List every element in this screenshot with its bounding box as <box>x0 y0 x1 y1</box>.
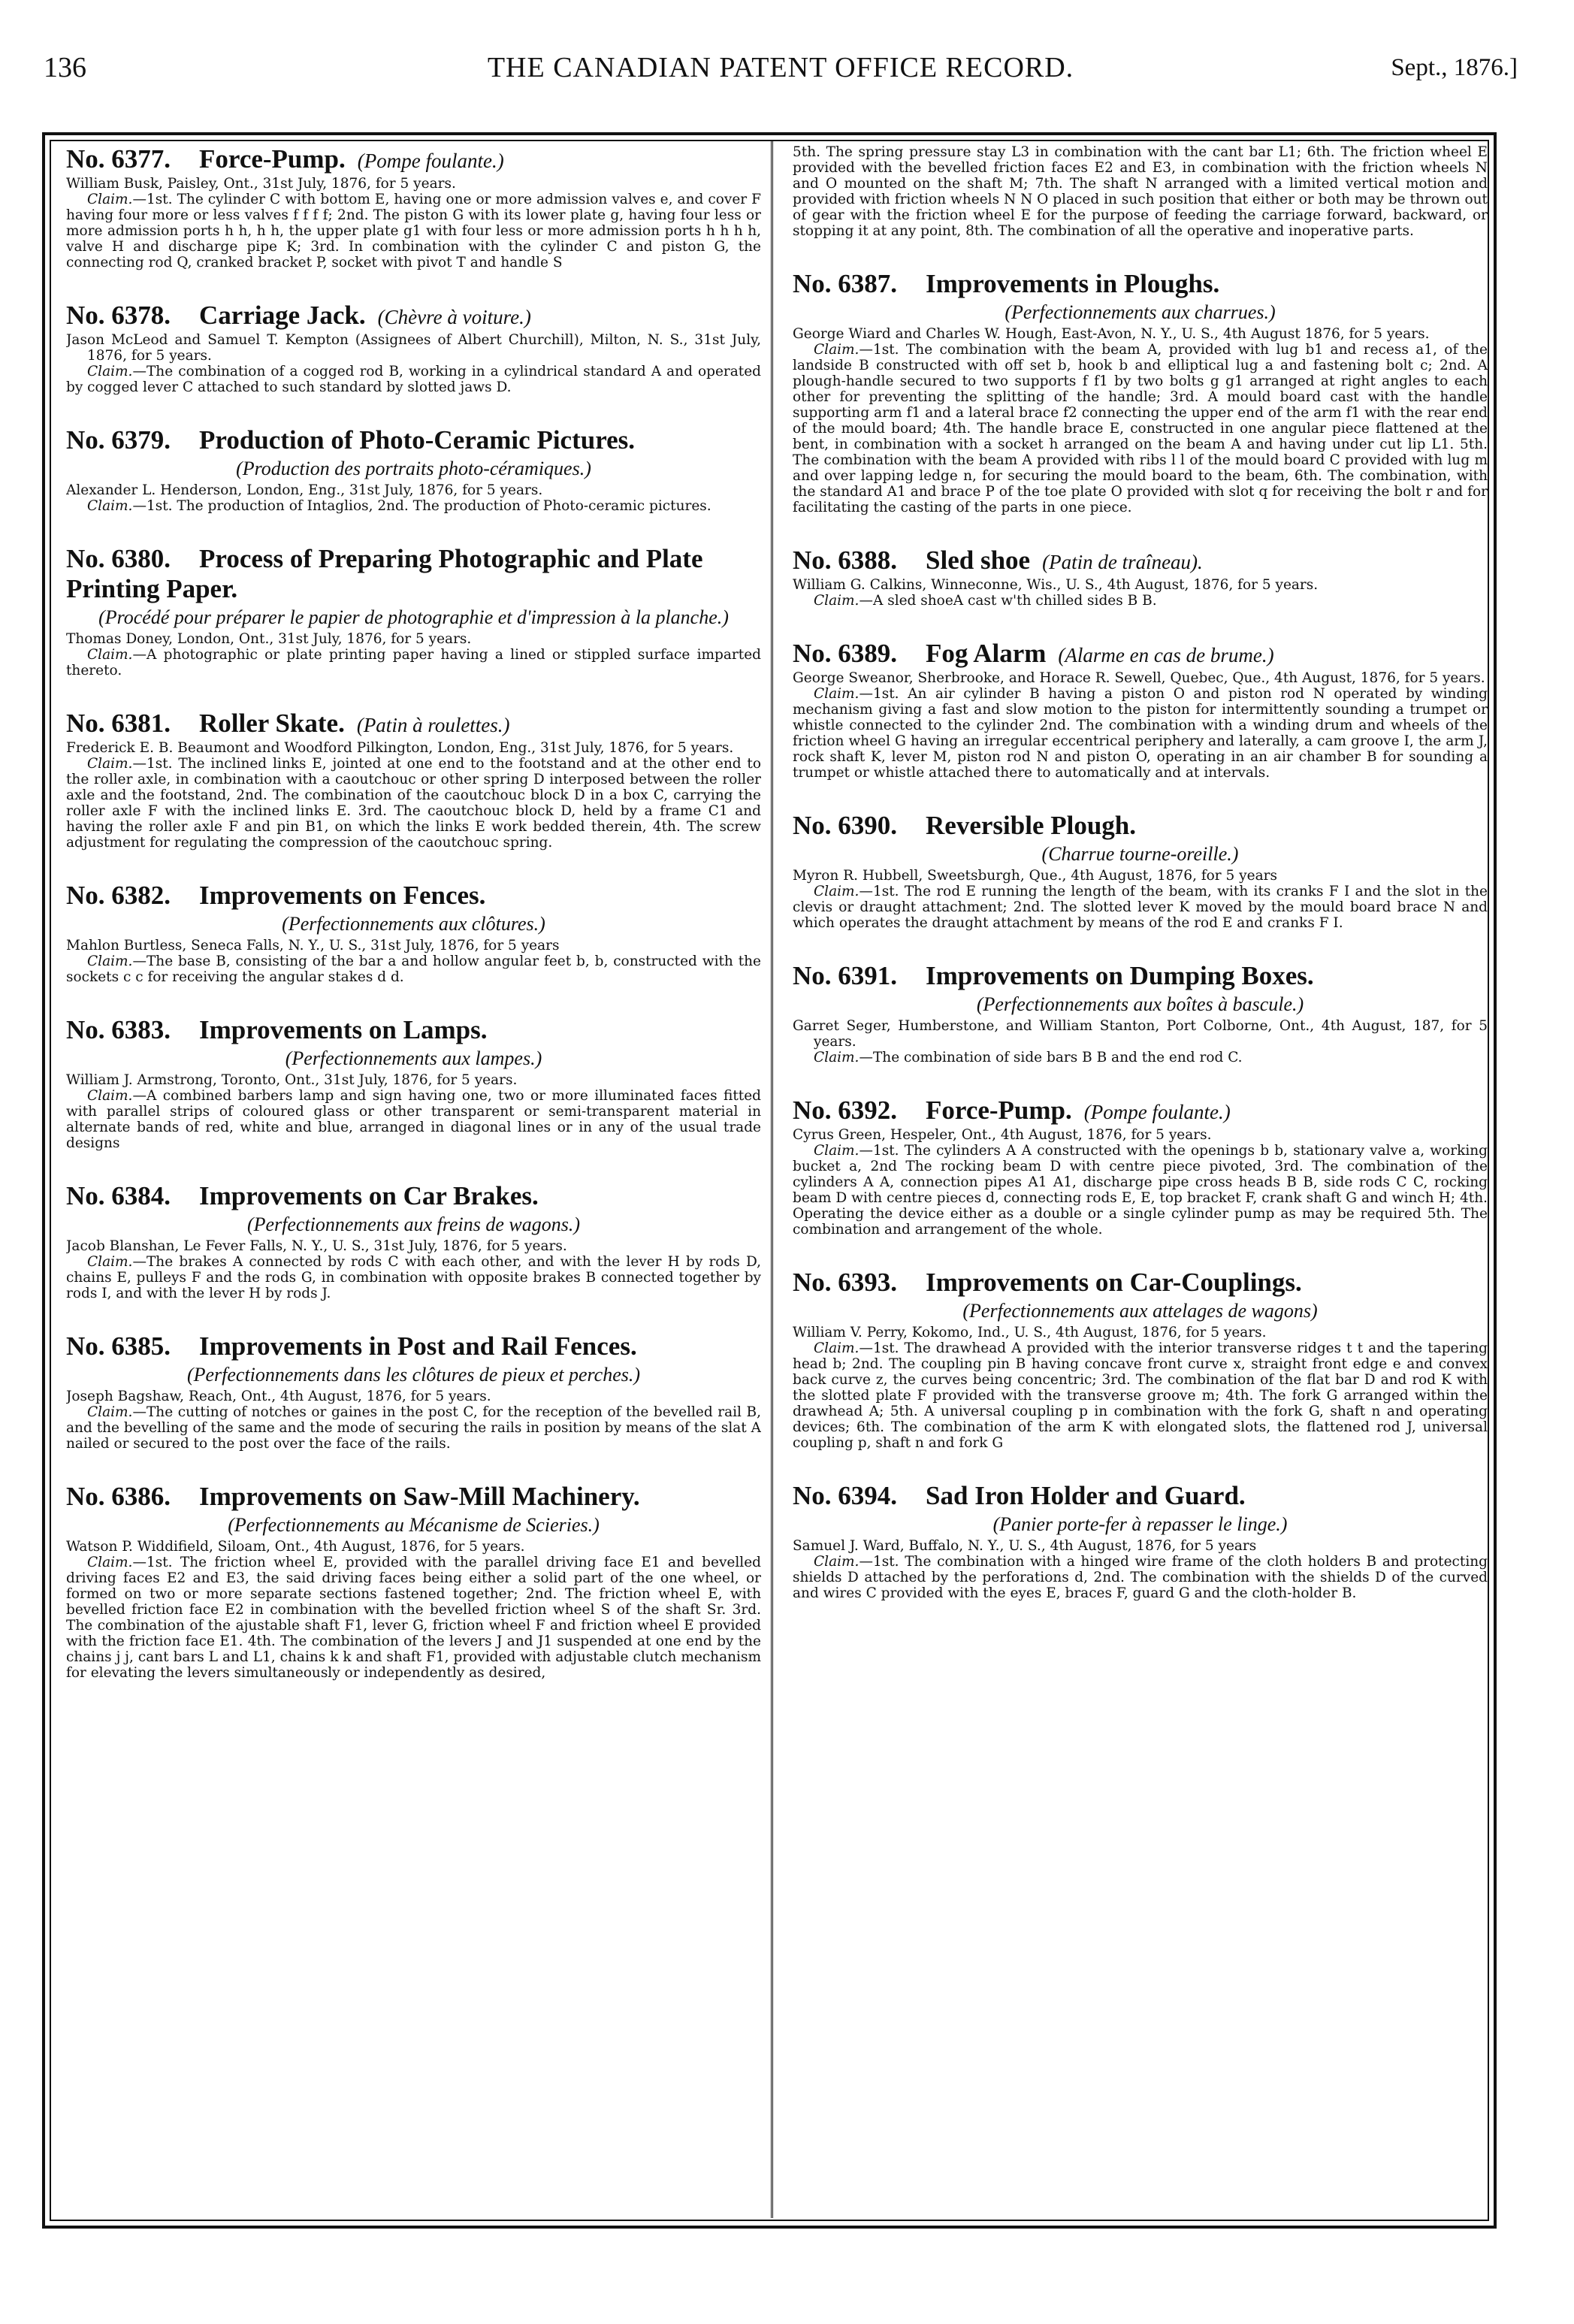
claim-text <box>793 1143 1488 1238</box>
patent-entry <box>793 961 1488 1065</box>
patent-title: Carriage Jack. <box>199 301 366 330</box>
claim-body: —The combination of a cogged rod B, working in a cylindrical standard A and operated by cogged lever C attached to such standard by slotted jaws D. <box>66 364 761 395</box>
inventor-line: William J. Armstrong, Toronto, Ont., 31st July, 1876, for 5 years. <box>66 1072 518 1088</box>
french-title: (Panier porte-fer à repasser le linge.) <box>992 1513 1288 1535</box>
left-column <box>66 144 761 2203</box>
claim-label: Claim. <box>87 1555 133 1570</box>
claim-body: —A combined barbers lamp and sign having one, two or more illuminated faces fitted with parallel strips of coloured glass or other transparent or semi-transparent material in alternate bands of red, white and blue, arranged in diagonal lines or in any of the usual trade designs <box>66 1088 761 1151</box>
patent-entry <box>793 269 1488 515</box>
claim-label: Claim. <box>87 1254 133 1270</box>
patent-title: Sled shoe <box>926 545 1031 575</box>
french-title: (Perfectionnements dans les clôtures de pieux et perches.) <box>186 1364 641 1386</box>
claim-body: —A sled shoeA cast w'th chilled sides B B. <box>859 593 1157 609</box>
french-title: (Patin à roulettes.) <box>356 714 510 736</box>
inventor-line: Myron R. Hubbell, Sweetsburgh, Que., 4th August, 1876, for 5 years <box>793 868 1277 884</box>
inventor-line: Jason McLeod and Samuel T. Kempton (Assignees of Albert Churchill), Milton, N. S., 31st July, 1876, for 5 years. <box>66 332 761 364</box>
claim-text <box>793 1554 1488 1601</box>
inventor-line: William G. Calkins, Winneconne, Wis., U. S., 4th August, 1876, for 5 years. <box>793 577 1319 593</box>
french-title: (Charrue tourne-oreille.) <box>1041 843 1239 865</box>
inventor-line: William Busk, Paisley, Ont., 31st July, 1876, for 5 years. <box>66 176 456 192</box>
inventor-line: Jacob Blanshan, Le Fever Falls, N. Y., U. S., 31st July, 1876, for 5 years. <box>66 1238 567 1254</box>
claim-text <box>66 1404 761 1452</box>
patent-entry <box>793 144 1488 239</box>
claim-body: —1st. The cylinder C with bottom E, having one or more admission valves e, and cover F having four more or less valves f f f f; 2nd. The piston G with its lower plate g, having four less or more admission ports h h, h h, the upper plate g1 with four less or more admission ports h h h h, valve H and discharge pipe K; 3rd. In combination with the cylinder C and piston G, the connecting rod Q, cranked bracket P, socket with pivot T and handle S <box>66 192 761 270</box>
claim-body: —1st. The inclined links E, jointed at one end to the footstand and at the other end to the roller axle, in combination with a caoutchouc or other spring D interposed between the roller axle and the footstand, 2nd. The combination of the caoutchouc block D in a box C, carrying the roller axle F with the inclined links E. 3rd. The caoutchouc block D, held by a frame C1 and having the roller axle F and pin B1, on which the links E work bedded therein, 4th. The screw adjustment for regulating the compression of the caoutchouc spring. <box>66 756 761 851</box>
claim-label: Claim. <box>87 192 133 207</box>
claim-body: —1st. An air cylinder B having a piston O and piston rod N operated by winding mechanism giving a fast and slow motion to the piston for intermittently sounding a trumpet or whistle connected to the cylinder 2nd. The combination with a winding drum and wheels of the friction wheel G having an irregular eccentrical periphery and laterally, a cam groove I, the arm J, rock shaft K, lever M, piston rod N and piston O, operating in an air chamber B for sounding a trumpet or whistle attached there to automatically and at intervals. <box>793 686 1488 781</box>
patent-heading <box>793 545 1488 577</box>
patent-number: No. 6390. <box>793 811 898 840</box>
page-number: 136 <box>44 52 86 83</box>
patent-number: No. 6382. <box>66 881 171 910</box>
claim-text <box>793 686 1488 781</box>
patent-title: Improvements in Post and Rail Fences. <box>199 1331 637 1361</box>
claim-label: Claim. <box>814 1340 860 1356</box>
claim-body: —1st. The production of Intaglios, 2nd. The production of Photo-ceramic pictures. <box>132 498 711 514</box>
french-title: (Pompe foulante.) <box>357 150 504 172</box>
patent-number: No. 6384. <box>66 1181 171 1210</box>
patent-heading <box>793 1268 1488 1298</box>
claim-text <box>66 1254 761 1301</box>
patent-heading <box>793 811 1488 841</box>
french-title: (Perfectionnements aux lampes.) <box>285 1047 542 1069</box>
claim-text <box>66 1555 761 1681</box>
patent-title: Improvements on Lamps. <box>199 1015 488 1044</box>
claim-body: —The combination of side bars B B and the end rod C. <box>859 1050 1243 1065</box>
claim-text <box>793 593 1488 609</box>
patent-title: Improvements in Ploughs. <box>926 269 1220 298</box>
patent-number: No. 6387. <box>793 269 898 298</box>
claim-body: —1st. The rod E running the length of the beam, with its cranks F I and the slot in the clevis or draught attachment; 2nd. The slotted lever K moved by the mould board brace N and which operates the draught attachment by means of the rod E and cranks F I. <box>793 884 1488 931</box>
patent-entry <box>793 811 1488 931</box>
patent-title: Force-Pump. <box>926 1096 1072 1125</box>
patent-number: No. 6381. <box>66 709 171 738</box>
claim-label: Claim. <box>814 1050 860 1065</box>
claim-label: Claim. <box>814 593 860 609</box>
patent-number: No. 6389. <box>793 639 898 668</box>
claim-label: Claim. <box>87 647 133 663</box>
claim-label: Claim. <box>814 884 860 899</box>
claim-text <box>793 342 1488 515</box>
claim-label: Claim. <box>87 953 133 969</box>
patent-title: Reversible Plough. <box>926 811 1137 840</box>
claim-text <box>66 498 761 514</box>
page-header <box>44 51 1518 96</box>
french-title: (Chèvre à voiture.) <box>377 306 531 328</box>
patent-heading <box>66 425 761 455</box>
claim-body: —The base B, consisting of the bar a and hollow angular feet b, b, constructed with the sockets c c for receiving the angular stakes d d. <box>66 953 761 985</box>
claim-body: —1st. The drawhead A provided with the interior transverse ridges t t and the tapering head b; 2nd. The coupling pin B having concave front curve x, straight front edge e and convex back curve z, the curves being concentric; 3rd. The combination of the flat bar D and rod K with the slotted plate F provided with the transverse groove m; 4th. The fork G arranged within the drawhead A; 5th. A universal coupling p in combination with the fork G, shaft n and operating devices; 6th. The combination of the arm K with elongated slots, the flattened rod J, universal coupling p, shaft n and fork G <box>793 1340 1488 1451</box>
patent-number: No. 6393. <box>793 1268 898 1297</box>
claim-body: —1st. The cylinders A A constructed with the openings b b, stationary valve a, working bucket a, 2nd The rocking beam D with centre piece pivoted, 3rd. The combination of the cylinders A A, connection pipes A1 A1, discharge pipe cross heads B B, side rods C C, rocking beam D with centre pieces d, connecting rods E, E, top bracket F, crank shaft G and winch H; 4th. Operating the device either as a double or a single cylinder pump as may be required 5th. The combination and arrangement of the whole. <box>793 1143 1488 1238</box>
claim-label: Claim. <box>87 498 133 514</box>
french-title: (Perfectionnements aux freins de wagons.) <box>246 1213 581 1235</box>
french-title: (Perfectionnements au Mécanisme de Scieries.) <box>228 1514 600 1536</box>
french-title: (Alarme en cas de brume.) <box>1058 644 1274 666</box>
inventor-line: Mahlon Burtless, Seneca Falls, N. Y., U. S., 31st July, 1876, for 5 years <box>66 938 560 953</box>
claim-label: Claim. <box>87 756 133 772</box>
claim-label: Claim. <box>87 1404 133 1420</box>
patent-number: No. 6394. <box>793 1481 898 1510</box>
patent-heading <box>66 301 761 332</box>
inventor-line: Alexander L. Henderson, London, Eng., 31st July, 1876, for 5 years. <box>66 482 543 498</box>
inventor-line: Samuel J. Ward, Buffalo, N. Y., U. S., 4th August, 1876, for 5 years <box>793 1538 1257 1554</box>
patent-heading <box>66 1181 761 1211</box>
patent-entry <box>66 1482 761 1681</box>
patent-entry <box>66 1015 761 1151</box>
patent-heading <box>66 1015 761 1045</box>
patent-title: Force-Pump. <box>199 144 346 174</box>
french-title: (Perfectionnements aux attelages de wagons) <box>962 1300 1318 1322</box>
french-title: (Production des portraits photo-céramiques.) <box>236 458 591 479</box>
patent-entry <box>66 709 761 851</box>
inventor-line: Cyrus Green, Hespeler, Ont., 4th August, 1876, for 5 years. <box>793 1127 1212 1143</box>
patent-title: Improvements on Car Brakes. <box>199 1181 539 1210</box>
inventor-line: George Wiard and Charles W. Hough, East-Avon, N. Y., U. S., 4th August 1876, for 5 years. <box>793 326 1430 342</box>
claim-body: —1st. The combination with a hinged wire frame of the cloth holders B and protecting shields D attached by the perforations d, 2nd. The combination with the shields D of the curved and wires C provided with the eyes E, braces F, guard G and the cloth-holder B. <box>793 1554 1488 1601</box>
claim-text <box>66 192 761 270</box>
column-divider <box>771 141 773 2218</box>
patent-heading <box>66 1482 761 1512</box>
claim-text <box>66 756 761 851</box>
patent-entry <box>66 301 761 395</box>
patent-number: No. 6386. <box>66 1482 171 1511</box>
claim-text <box>66 647 761 678</box>
right-column <box>793 144 1488 2203</box>
claim-text <box>66 364 761 395</box>
patent-number: No. 6380. <box>66 544 171 573</box>
patent-number: No. 6379. <box>66 425 171 455</box>
inventor-line: Thomas Doney, London, Ont., 31st July, 1876, for 5 years. <box>66 631 472 647</box>
french-title: (Patin de traîneau). <box>1042 551 1203 573</box>
claim-body: —The cutting of notches or gaines in the post C, for the reception of the bevelled rail B, and the bevelling of the same and the mode of securing the rails in position by means of the slat A nailed or secured to the post over the face of the rails. <box>66 1404 761 1452</box>
patent-heading <box>793 961 1488 991</box>
french-title: (Perfectionnements aux charrues.) <box>1005 301 1276 323</box>
patent-title: Sad Iron Holder and Guard. <box>926 1481 1246 1510</box>
inventor-line: William V. Perry, Kokomo, Ind., U. S., 4th August, 1876, for 5 years. <box>793 1325 1267 1340</box>
patent-title: Process of Preparing Photographic and Plate Printing Paper. <box>66 544 703 603</box>
patent-heading <box>793 1096 1488 1127</box>
claim-text <box>793 1340 1488 1451</box>
patent-entry <box>793 639 1488 781</box>
patent-title: Improvements on Fences. <box>199 881 486 910</box>
patent-entry <box>793 1268 1488 1451</box>
patent-heading <box>66 144 761 176</box>
patent-title: Improvements on Dumping Boxes. <box>926 961 1314 990</box>
claim-body: —A photographic or plate printing paper having a lined or stippled surface imparted thereto. <box>66 647 761 678</box>
patent-entry <box>793 1481 1488 1601</box>
patent-heading <box>793 1481 1488 1511</box>
issue-date: Sept., 1876.] <box>1391 54 1518 81</box>
claim-body: —1st. The friction wheel E, provided with the parallel driving face E1 and bevelled driving faces E2 and E3, the said driving faces being either a solid part of the one wheel, or formed on two or more separate sections fastened together; 2nd. The friction wheel E, with bevelled friction face E2 in combination with the bevelled friction wheel S of the shaft Sr. 3rd. The combination of the ajustable shaft F1, lever G, friction wheel F and friction wheel E provided with the friction face E1. 4th. The combination of the levers J and J1 suspended at one end by the chains j j, cant bars L and L1, chains k k and shaft F1, provided with adjustable clutch mechanism for elevating the levers simultaneously or independently as desired, <box>66 1555 761 1681</box>
patent-number: No. 6385. <box>66 1331 171 1361</box>
patent-entry <box>66 1331 761 1452</box>
patent-title: Roller Skate. <box>199 709 345 738</box>
french-title: (Procédé pour préparer le papier de photographie et d'impression à la planche.) <box>98 606 729 628</box>
patent-heading <box>66 709 761 740</box>
patent-heading <box>793 269 1488 299</box>
claim-text <box>66 1088 761 1151</box>
patent-number: No. 6377. <box>66 144 171 174</box>
patent-heading <box>66 544 761 604</box>
claim-continuation: 5th. The spring pressure stay L3 in combination with the cant bar L1; 6th. The friction wheel E provided with the bevelled friction faces E2 and E3, in combination with the friction wheels N and O mounted on the shaft M; 7th. The shaft N arranged with a limited vertical motion and provided with friction wheels N N O placed in such position that either or both may be thrown out of gear with the friction wheel E for the purpose of feeding the carriage forward, backward, or stopping it at any point, 8th. The combination of all the operative and inoperative parts. <box>793 144 1488 239</box>
claim-label: Claim. <box>814 1143 860 1159</box>
inventor-line: Watson P. Widdifield, Siloam, Ont., 4th August, 1876, for 5 years. <box>66 1539 525 1555</box>
claim-label: Claim. <box>87 1088 133 1104</box>
patent-title: Fog Alarm <box>926 639 1047 668</box>
french-title: (Perfectionnements aux clôtures.) <box>282 913 545 935</box>
patent-entry <box>66 544 761 678</box>
claim-label: Claim. <box>814 686 860 702</box>
patent-title: Improvements on Saw-Mill Machinery. <box>199 1482 640 1511</box>
french-title: (Pompe foulante.) <box>1083 1101 1231 1123</box>
claim-label: Claim. <box>87 364 133 379</box>
patent-entry <box>793 1096 1488 1238</box>
claim-body: —The brakes A connected by rods C with each other, and with the lever H by rods D, chains E, pulleys F and the rods G, in combination with opposite brakes B connected together by rods I, and with the lever H by rods J. <box>66 1254 761 1301</box>
patent-heading <box>66 1331 761 1361</box>
patent-entry <box>66 881 761 985</box>
claim-text <box>793 1050 1488 1065</box>
patent-number: No. 6388. <box>793 545 898 575</box>
patent-title: Improvements on Car-Couplings. <box>926 1268 1302 1297</box>
patent-number: No. 6391. <box>793 961 898 990</box>
patent-entry <box>66 425 761 514</box>
inventor-line: George Sweanor, Sherbrooke, and Horace R. Sewell, Quebec, Que., 4th August, 1876, for 5 years. <box>793 670 1485 686</box>
patent-number: No. 6383. <box>66 1015 171 1044</box>
claim-text <box>66 953 761 985</box>
inventor-line: Garret Seger, Humberstone, and William Stanton, Port Colborne, Ont., 4th August, 187, for 5 years. <box>793 1018 1488 1050</box>
inventor-line: Joseph Bagshaw, Reach, Ont., 4th August, 1876, for 5 years. <box>66 1389 491 1404</box>
claim-text <box>793 884 1488 931</box>
patent-heading <box>66 881 761 911</box>
patent-entry <box>793 545 1488 609</box>
patent-title: Production of Photo-Ceramic Pictures. <box>199 425 636 455</box>
patent-number: No. 6378. <box>66 301 171 330</box>
claim-body: —1st. The combination with the beam A, provided with lug b1 and recess a1, of the landside B constructed with off set b, hook b and elliptical lug a and fastening bolt c; 2nd. A plough-handle secured to two supports f f1 by two bolts g g1 arranged at right angles to each other for preventing the splitting of the handle; 3rd. A mould board cast with the handle supporting arm f1 and a lateral brace f2 connecting the upper end of the arm f1 with the rear end of the mould board; 4th. The handle brace E, constructed in one angular piece flattened at the bent, in combination with a socket h arranged on the beam A and having under cut lip L1. 5th. The combination with the beam A provided with ribs l l of the mould board C provided with lug m and over lapping ledge n, for securing the mould board to the beam, 6th. The combination, with the standard A1 and brace P of the toe plate O provided with slot q for receiving the bolt r and for facilitating the casting of the parts in one piece. <box>793 342 1488 515</box>
inventor-line: Frederick E. B. Beaumont and Woodford Pilkington, London, Eng., 31st July, 1876, for 5 years. <box>66 740 734 756</box>
claim-label: Claim. <box>814 1554 860 1570</box>
patent-number: No. 6392. <box>793 1096 898 1125</box>
patent-heading <box>793 639 1488 670</box>
patent-entry <box>66 144 761 270</box>
publication-title: THE CANADIAN PATENT OFFICE RECORD. <box>487 52 1074 83</box>
patent-entry <box>66 1181 761 1301</box>
claim-label: Claim. <box>814 342 860 358</box>
french-title: (Perfectionnements aux boîtes à bascule.) <box>976 993 1304 1015</box>
